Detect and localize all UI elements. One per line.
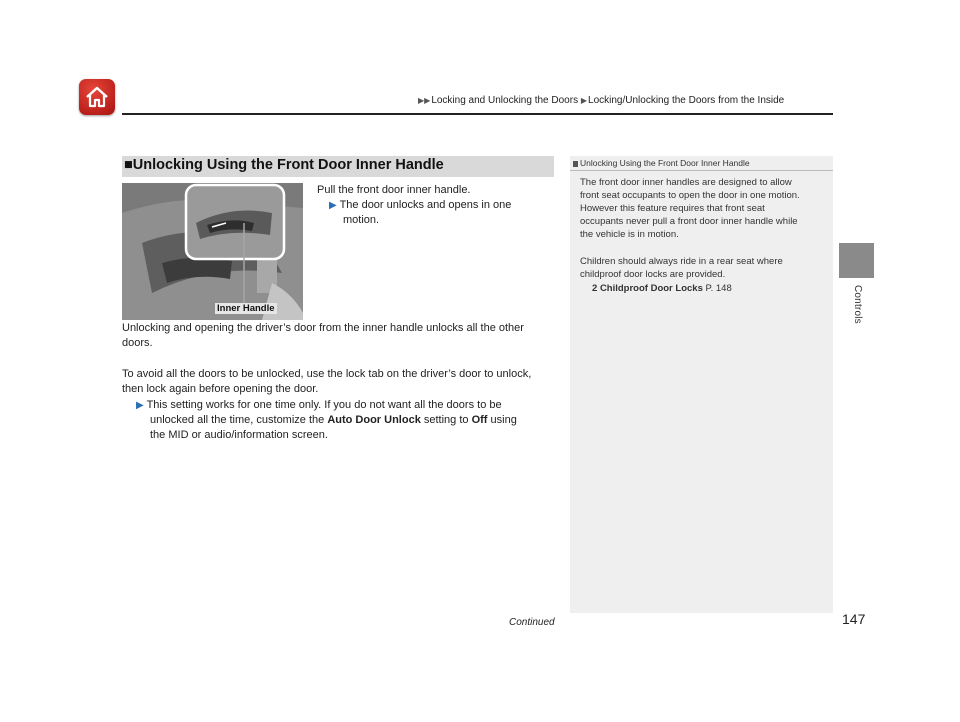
cross-reference-link[interactable] bbox=[592, 282, 838, 295]
inner-handle-illustration bbox=[122, 183, 303, 320]
continued-label: Continued bbox=[509, 617, 555, 628]
sidebar-line: However this feature requires that front seat bbox=[580, 203, 765, 214]
sidebar-heading: Unlocking Using the Front Door Inner Handle bbox=[580, 158, 750, 168]
setting-note-line: unlocked all the time, customize the Auto Door Unlock setting to Off using bbox=[150, 414, 517, 426]
sidebar-line: Children should always ride in a rear seat where bbox=[580, 256, 783, 267]
reference-title: Childproof Door Locks bbox=[599, 283, 703, 294]
paragraph-line: doors. bbox=[122, 337, 153, 349]
result-arrow-icon: ▶ bbox=[136, 400, 144, 411]
chevron-right-icon: ▶ bbox=[580, 96, 588, 105]
home-button[interactable] bbox=[79, 79, 115, 115]
sidebar-line: The front door inner handles are designed to allow bbox=[580, 177, 792, 188]
chevron-right-icon: ▶▶ bbox=[418, 96, 431, 105]
sidebar-line: childproof door locks are provided. bbox=[580, 269, 726, 280]
result-note-cont: motion. bbox=[343, 214, 380, 226]
breadcrumb bbox=[418, 95, 784, 106]
paragraph-line: Unlocking and opening the driver’s door from the inner handle unlocks all the other bbox=[122, 322, 524, 334]
chapter-tab-label: Controls bbox=[852, 285, 863, 324]
sidebar-line: front seat occupants to open the door in one motion. bbox=[580, 190, 800, 201]
result-note: ▶ The door unlocks and opens in one bbox=[329, 199, 512, 211]
result-arrow-icon: ▶ bbox=[329, 200, 337, 211]
door-handle-icon bbox=[122, 183, 303, 320]
setting-name: Auto Door Unlock bbox=[327, 414, 421, 426]
reference-icon: 2 bbox=[592, 283, 598, 294]
setting-note: ▶ This setting works for one time only. If you do not want all the doors to be bbox=[136, 399, 502, 411]
figure-label: Inner Handle bbox=[217, 303, 275, 314]
paragraph-line: then lock again before opening the door. bbox=[122, 383, 319, 395]
sidebar-line: the vehicle is in motion. bbox=[580, 229, 679, 240]
breadcrumb-item-1[interactable]: Locking and Unlocking the Doors bbox=[431, 95, 579, 106]
paragraph-line: To avoid all the doors to be unlocked, use the lock tab on the driver’s door to unlock, bbox=[122, 368, 532, 380]
header-rule bbox=[122, 113, 833, 115]
sidebar-rule bbox=[570, 170, 833, 171]
breadcrumb-item-2[interactable]: Locking/Unlocking the Doors from the Inside bbox=[588, 95, 785, 106]
reference-page: P. 148 bbox=[705, 283, 732, 294]
page-number: 147 bbox=[842, 611, 866, 627]
setting-value: Off bbox=[471, 414, 488, 426]
setting-note-line: the MID or audio/information screen. bbox=[150, 429, 328, 441]
section-title: ■Unlocking Using the Front Door Inner Handle bbox=[124, 157, 444, 173]
section-marker-icon: ■ bbox=[124, 157, 133, 173]
sidebar-line: occupants never pull a front door inner handle while bbox=[580, 216, 798, 227]
chapter-tab[interactable] bbox=[839, 243, 874, 278]
home-icon bbox=[83, 83, 111, 111]
note-marker-icon bbox=[573, 161, 578, 167]
instruction-text: Pull the front door inner handle. bbox=[317, 184, 471, 196]
